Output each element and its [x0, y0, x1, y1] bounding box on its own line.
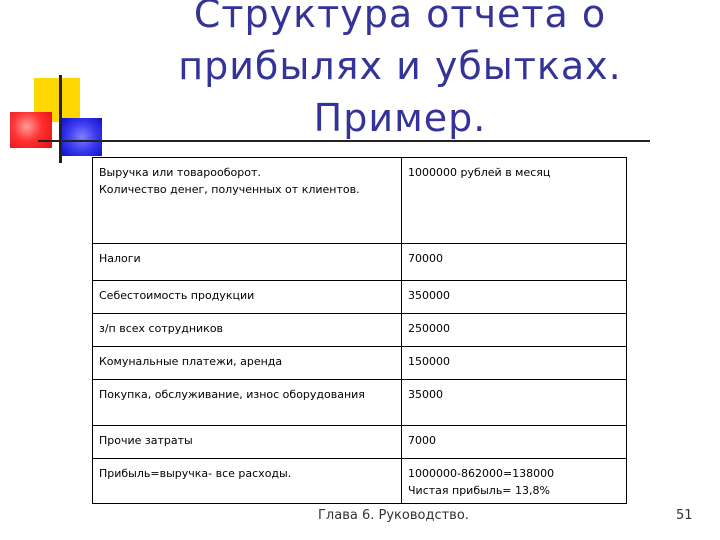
cell-text: 250000 — [408, 322, 450, 335]
row-label-profit — [93, 459, 402, 504]
cell-text: Количество денег, полученных от клиентов. — [99, 183, 360, 196]
row-value-cost — [402, 281, 627, 314]
decor-vertical-line — [59, 75, 62, 163]
row-value-other — [402, 426, 627, 459]
table-row — [93, 314, 627, 347]
row-value-profit — [402, 459, 627, 504]
cell-text: Выручка или товарооборот. — [99, 166, 261, 179]
cell-text: Комунальные платежи, аренда — [99, 355, 283, 368]
cell-text: 70000 — [408, 252, 443, 265]
title-line-3: Пример. — [313, 96, 487, 140]
table-row — [93, 426, 627, 459]
row-label-utilities — [93, 347, 402, 380]
profit-loss-table — [92, 157, 627, 504]
row-label-cost — [93, 281, 402, 314]
row-value-revenue — [402, 158, 627, 244]
table-row — [93, 281, 627, 314]
cell-text: 7000 — [408, 434, 436, 447]
row-label-revenue — [93, 158, 402, 244]
cell-text: з/п всех сотрудников — [99, 322, 224, 335]
cell-text: Чистая прибыль= 13,8% — [408, 484, 550, 497]
cell-text: Покупка, обслуживание, износ оборудования — [99, 388, 365, 401]
decor-red-square — [10, 112, 52, 148]
table-row — [93, 158, 627, 244]
row-label-salaries — [93, 314, 402, 347]
row-value-utilities — [402, 347, 627, 380]
table-row — [93, 244, 627, 281]
cell-text: 150000 — [408, 355, 450, 368]
cell-text: 350000 — [408, 289, 450, 302]
table-row — [93, 347, 627, 380]
row-value-equipment — [402, 380, 627, 426]
table-row — [93, 459, 627, 504]
cell-text: 1000000-862000=138000 — [408, 467, 555, 480]
title-line-1: Структура отчета о — [193, 0, 607, 36]
cell-text: Себестоимость продукции — [99, 289, 255, 302]
cell-text: 1000000 рублей в месяц — [408, 166, 551, 179]
cell-text: Прибыль=выручка- все расходы. — [99, 467, 292, 480]
row-value-taxes — [402, 244, 627, 281]
cell-text: Налоги — [99, 252, 141, 265]
cell-text: Прочие затраты — [99, 434, 193, 447]
decor-blue-square — [62, 118, 102, 156]
footer-chapter: Глава 6. Руководство. — [318, 508, 469, 523]
row-label-other — [93, 426, 402, 459]
row-label-taxes — [93, 244, 402, 281]
title-line-2: прибылях и убытках. — [178, 44, 622, 88]
slide-title — [150, 0, 650, 144]
cell-text: 35000 — [408, 388, 443, 401]
page-number: 51 — [676, 508, 693, 523]
table-row — [93, 380, 627, 426]
row-value-salaries — [402, 314, 627, 347]
row-label-equipment — [93, 380, 402, 426]
